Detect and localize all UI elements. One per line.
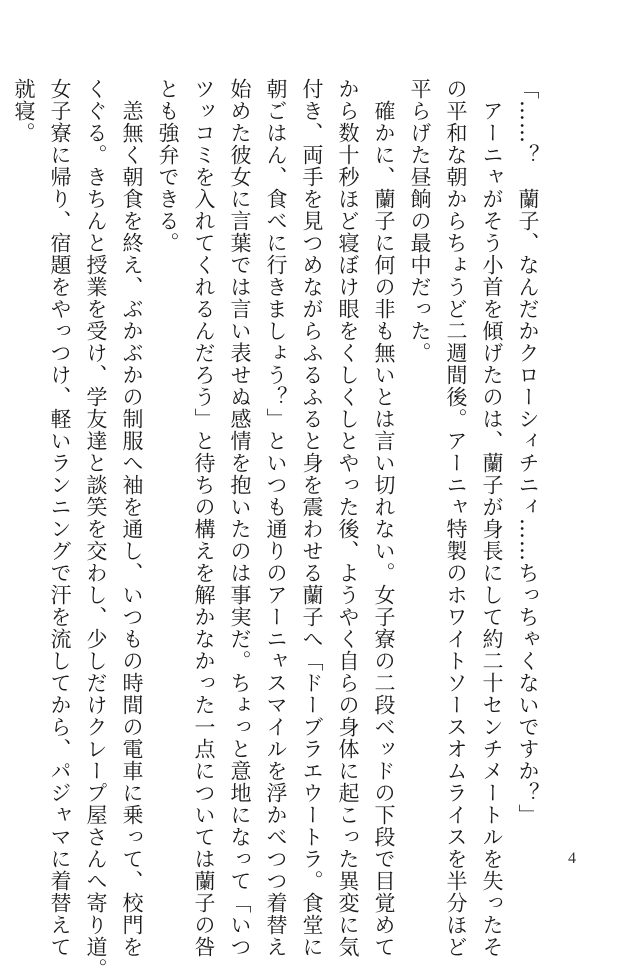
text-line: 恙無く朝食を終え、ぶかぶかの制服へ袖を通し、いつもの時間の電車に乗って、校門を [120, 78, 144, 958]
text-line: 確かに、蘭子に何の非も無いとは言い切れない。女子寮の二段ベッドの下段で目覚めて [372, 78, 396, 958]
page-number: 4 [568, 850, 576, 867]
body-text [6, 78, 546, 980]
text-line: 就寝。 [12, 78, 36, 144]
text-line: から数十秒ほど寝ぼけ眼をくしくしとやった後、ようやく自らの身体に起こった異変に気 [336, 78, 360, 958]
text-line: くぐる。きちんと授業を受け、学友達と談笑を交わし、少しだけクレープ屋さんへ寄り道。 [84, 78, 108, 980]
text-line: 始めた彼女に言葉では言い表せぬ感情を抱いたのは事実だ。ちょっと意地になって「いつ [228, 78, 252, 958]
text-line: 朝ごはん、食べに行きましょう？」といつも通りのアーニャスマイルを浮かべつつ着替え [264, 78, 288, 958]
text-line: 女子寮に帰り、宿題をやっつけ、軽いランニングで汗を流してから、パジャマに着替えて [48, 78, 72, 958]
text-line: 「……？ 蘭子、なんだかクローシィチニィ……ちっちゃくないですか？」 [516, 78, 540, 826]
text-line: の平和な朝からちょうど二週間後。アーニャ特製のホワイトソースオムライスを半分ほど [444, 78, 468, 958]
text-line: とも強弁できる。 [156, 78, 180, 254]
text-line: 平らげた昼餉の最中だった。 [408, 78, 432, 364]
text-line: アーニャがそう小首を傾げたのは、蘭子が身長にして約二十センチメートルを失ったそ [480, 78, 504, 958]
text-line: ツッコミを入れてくれるんだろう」と待ちの構えを解かなかった一点については蘭子の咎 [192, 78, 216, 958]
text-line: 付き、両手を見つめながらふるふると身を震わせる蘭子へ「ドーブラエウートラ。食堂に [300, 78, 324, 958]
